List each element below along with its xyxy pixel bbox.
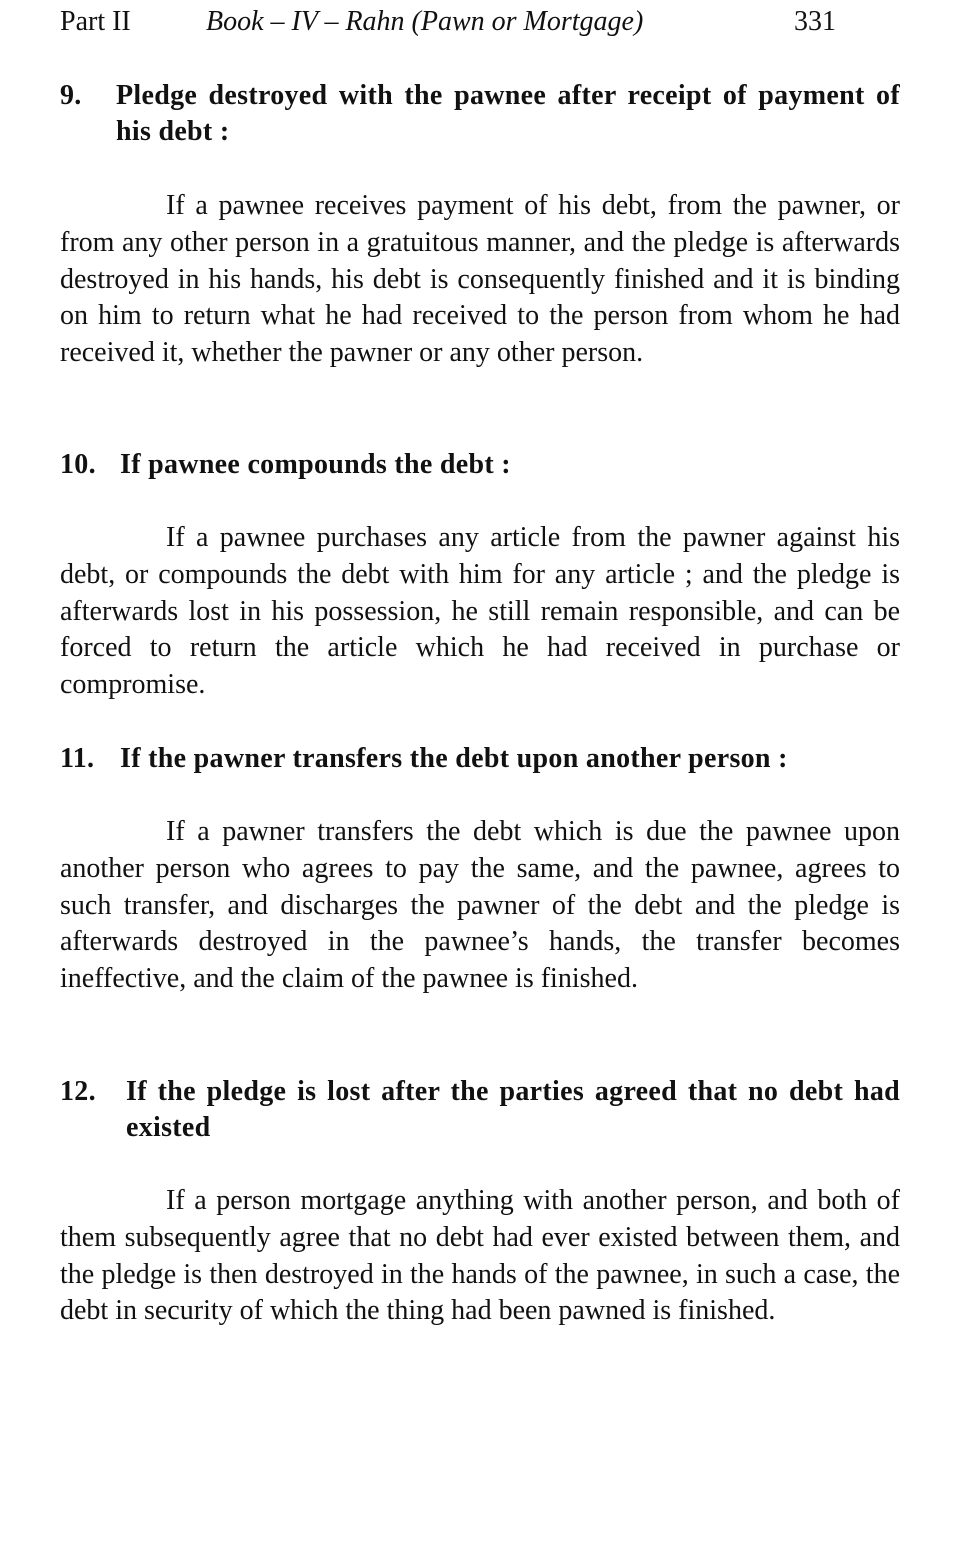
section-11: [60, 741, 900, 998]
section-number: 9.: [60, 80, 82, 111]
running-head: [60, 2, 900, 42]
section-heading-text: Pledge destroyed with the pawnee after receipt of payment of his debt :: [116, 80, 900, 147]
section-heading-text: If the pledge is lost after the parties agreed that no debt had existed: [126, 1076, 900, 1143]
section-number: 11.: [60, 743, 95, 774]
running-head-book-title: Book – IV – Rahn (Pawn or Mortgage): [206, 6, 644, 37]
section-10: [60, 447, 900, 704]
section-body: If a pawnee purchases any article from the pawner against his debt, or compounds the debt with him for any article ; and the pledge is afterwards lost in his possession, he still remain responsible, and can be forced to return the article which he had received in purchase or compromise.: [60, 522, 900, 701]
section-body: If a person mortgage anything with another person, and both of them subsequently agree that no debt had ever existed between them, and the pledge is then destroyed in the hands of the pawnee, in such a case, the debt in security of which the thing had been pawned is finished.: [60, 1185, 900, 1327]
section-heading-text: If the pawner transfers the debt upon another person :: [120, 743, 788, 774]
section-9: [60, 78, 900, 372]
section-heading: [60, 741, 900, 777]
section-heading-text: If pawnee compounds the debt :: [120, 449, 511, 480]
section-body: If a pawner transfers the debt which is due the pawnee upon another person who agrees to pay the same, and the pawnee, agrees to such transfer, and discharges the pawner of the debt and the pledge is afterwards destroyed in the pawnee’s hands, the transfer becomes ineffective, and the claim of the pawnee is finished.: [60, 816, 900, 995]
section-12: [60, 1074, 900, 1330]
section-body: If a pawnee receives payment of his debt, from the pawner, or from any other person in a gratuitous manner, and the pledge is afterwards destroyed in his hands, his debt is consequently finished and it is binding on him to return what he had received to the person from whom he had received it, whether the pawner or any other person.: [60, 190, 900, 369]
section-heading: [60, 447, 900, 483]
section-heading: [60, 78, 900, 150]
section-heading: [60, 1074, 900, 1146]
section-number: 12.: [60, 1076, 96, 1107]
section-number: 10.: [60, 449, 96, 480]
page-number: 331: [794, 6, 836, 37]
running-head-part: Part II: [60, 6, 131, 37]
